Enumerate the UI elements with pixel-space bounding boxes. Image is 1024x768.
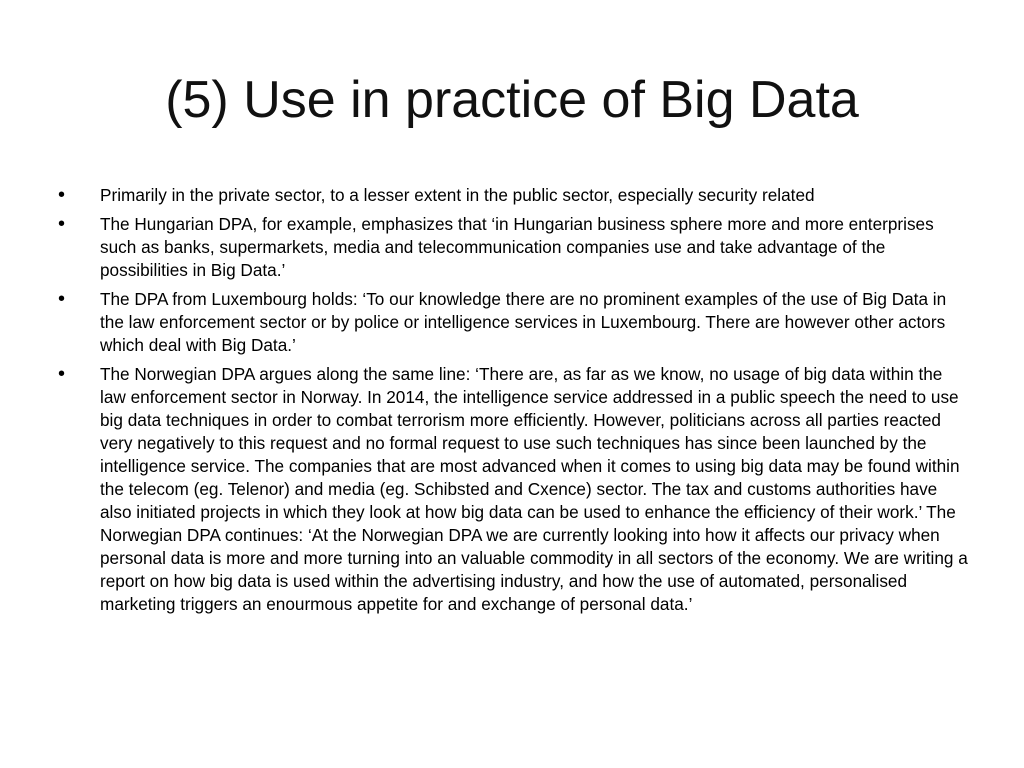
bullet-item (56, 184, 968, 207)
bullet-marker: • (58, 213, 66, 235)
bullet-text: The Hungarian DPA, for example, emphasizes that ‘in Hungarian business sphere more and more enterprises such as banks, supermarkets, media and telecommunication companies use and take advantage of the possibilities in Big Data.’ (100, 214, 934, 280)
bullet-marker: • (58, 288, 66, 310)
slide-title: (5) Use in practice of Big Data (165, 71, 859, 129)
bullet-text: Primarily in the private sector, to a lesser extent in the public sector, especially security related (100, 185, 815, 205)
bullet-marker: • (58, 184, 66, 206)
bullet-marker: • (58, 363, 66, 385)
bullet-text: The Norwegian DPA argues along the same line: ‘There are, as far as we know, no usage of big data within the law enforcement sector in Norway. In 2014, the intelligence service addressed in a public speech the need to use big data techniques in order to combat terrorism more efficiently. However, politicians across all parties reacted very negatively to this request and no formal request to use such techniques has since been launched by the intelligence service. The companies that are most advanced when it comes to using big data may be found within the telecom (eg. Telenor) and media (eg. Schibsted and Cxence) sector. The tax and customs authorities have also initiated projects in which they look at how big data can be used to enhance the efficiency of their work.’ The Norwegian DPA continues: ‘At the Norwegian DPA we are currently looking into how it affects our privacy when personal data is more and more turning into an valuable commodity in all sectors of the economy. We are writing a report on how big data is used within the advertising industry, and how the use of automated, personalised marketing triggers an enourmous appetite for and exchange of personal data.’ (100, 364, 968, 614)
bullet-item (56, 288, 968, 357)
bullet-item (56, 363, 968, 616)
bullet-list (56, 184, 968, 622)
bullet-text: The DPA from Luxembourg holds: ‘To our knowledge there are no prominent examples of the use of Big Data in the law enforcement sector or by police or intelligence services in Luxembourg. There are however other actors which deal with Big Data.’ (100, 289, 947, 355)
bullet-item (56, 213, 968, 282)
